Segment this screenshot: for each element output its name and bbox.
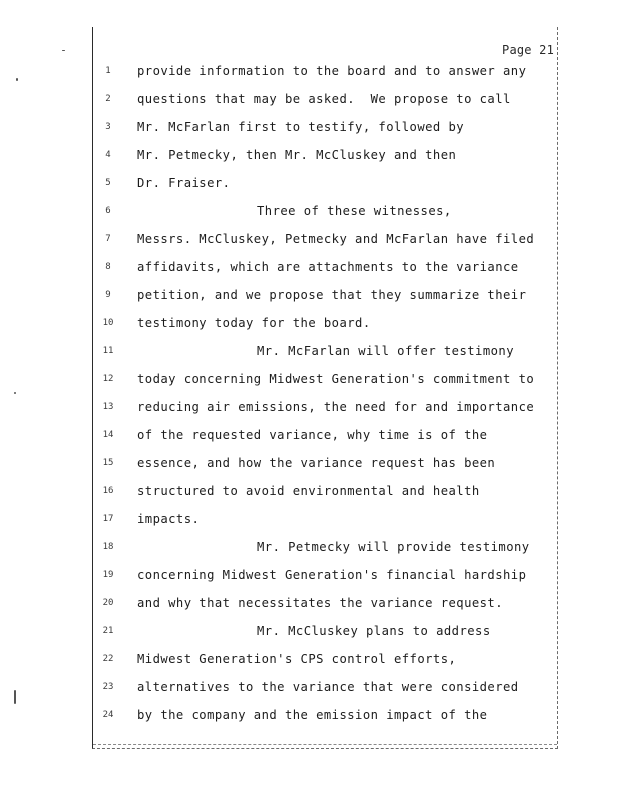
line-number: 17 xyxy=(102,514,114,524)
transcript-line xyxy=(0,540,618,568)
transcript-line xyxy=(0,232,618,260)
transcript-line xyxy=(0,288,618,316)
transcript-line xyxy=(0,148,618,176)
line-number: 5 xyxy=(105,178,111,188)
line-number: 11 xyxy=(102,346,114,356)
line-number: 1 xyxy=(105,66,111,76)
transcript-line xyxy=(0,176,618,204)
line-text: Mr. Petmecky, then Mr. McCluskey and then xyxy=(137,148,457,162)
line-number: 9 xyxy=(105,290,111,300)
transcript-line xyxy=(0,568,618,596)
transcript-line xyxy=(0,596,618,624)
transcript-line xyxy=(0,428,618,456)
transcript-line xyxy=(0,624,618,652)
transcript-line xyxy=(0,652,618,680)
transcript-line xyxy=(0,400,618,428)
transcript-line xyxy=(0,708,618,736)
line-number: 14 xyxy=(102,430,114,440)
line-text: Midwest Generation's CPS control efforts, xyxy=(137,652,457,666)
line-text: petition, and we propose that they summarize their xyxy=(137,288,527,302)
line-text: Mr. McFarlan first to testify, followed by xyxy=(137,120,465,134)
line-number: 20 xyxy=(102,598,114,608)
scan-speck xyxy=(14,690,16,704)
line-text: Three of these witnesses, xyxy=(257,204,452,218)
line-text: and why that necessitates the variance request. xyxy=(137,596,504,610)
line-number: 10 xyxy=(102,318,114,328)
transcript-line xyxy=(0,120,618,148)
line-text: structured to avoid environmental and health xyxy=(137,484,480,498)
transcript-lines xyxy=(0,64,618,736)
line-text: by the company and the emission impact of the xyxy=(137,708,488,722)
line-text: concerning Midwest Generation's financial hardship xyxy=(137,568,527,582)
line-text: provide information to the board and to answer any xyxy=(137,64,527,78)
line-text: questions that may be asked. We propose to call xyxy=(137,92,511,106)
line-number: 13 xyxy=(102,402,114,412)
transcript-line xyxy=(0,484,618,512)
transcript-line xyxy=(0,260,618,288)
line-text: alternatives to the variance that were considered xyxy=(137,680,519,694)
line-text: Messrs. McCluskey, Petmecky and McFarlan have filed xyxy=(137,232,535,246)
line-number: 22 xyxy=(102,654,114,664)
scan-speck xyxy=(16,78,18,81)
line-text: of the requested variance, why time is of the xyxy=(137,428,488,442)
line-text: affidavits, which are attachments to the variance xyxy=(137,260,519,274)
line-text: Mr. McFarlan will offer testimony xyxy=(257,344,514,358)
page-number: Page 21 xyxy=(502,43,554,57)
scan-speck xyxy=(14,392,16,394)
transcript-line xyxy=(0,512,618,540)
line-number: 23 xyxy=(102,682,114,692)
line-number: 16 xyxy=(102,486,114,496)
line-number: 3 xyxy=(105,122,111,132)
line-number: 2 xyxy=(105,94,111,104)
line-number: 8 xyxy=(105,262,111,272)
transcript-line xyxy=(0,372,618,400)
line-number: 21 xyxy=(102,626,114,636)
line-text: reducing air emissions, the need for and importance xyxy=(137,400,535,414)
line-text: testimony today for the board. xyxy=(137,316,371,330)
transcript-line xyxy=(0,204,618,232)
transcript-line xyxy=(0,64,618,92)
line-text: impacts. xyxy=(137,512,200,526)
line-text: Mr. Petmecky will provide testimony xyxy=(257,540,530,554)
line-number: 24 xyxy=(102,710,114,720)
transcript-line xyxy=(0,456,618,484)
line-number: 12 xyxy=(102,374,114,384)
scan-speck xyxy=(62,50,65,51)
line-number: 6 xyxy=(105,206,111,216)
line-text: essence, and how the variance request has been xyxy=(137,456,496,470)
line-number: 7 xyxy=(105,234,111,244)
transcript-line xyxy=(0,92,618,120)
transcript-line xyxy=(0,344,618,372)
line-number: 4 xyxy=(105,150,111,160)
line-text: Dr. Fraiser. xyxy=(137,176,231,190)
line-text: today concerning Midwest Generation's commitment to xyxy=(137,372,535,386)
transcript-line xyxy=(0,680,618,708)
line-number: 18 xyxy=(102,542,114,552)
line-number: 19 xyxy=(102,570,114,580)
transcript-line xyxy=(0,316,618,344)
line-number: 15 xyxy=(102,458,114,468)
line-text: Mr. McCluskey plans to address xyxy=(257,624,491,638)
